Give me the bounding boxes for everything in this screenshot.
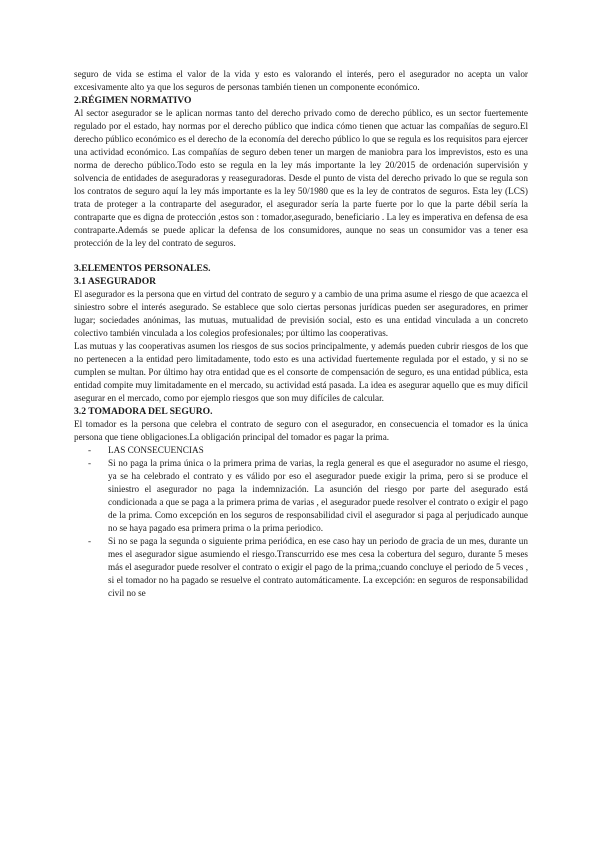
elementos-heading: 3.ELEMENTOS PERSONALES. [74, 263, 211, 274]
document-page [74, 68, 528, 600]
regimen-paragraph: Al sector asegurador se le aplican normas tanto del derecho privado como de derecho público, es un sector fuertemente regulado por el estado, hay normas por el derecho público que indica cómo tienen que actuar las compañías de seguro.El derecho público económico es el derecho de la economía del derecho público lo que se regula es los requisitos para ejercer una actividad económico. Las compañías de seguro deben tener un margen de maniobra para los imprevistos, esto es una norma de derecho público.Todo esto se regula en la ley más importante la ley 20/2015 de ordenación supervisión y solvencia de entidades de aseguradoras y reaseguradoras. Desde el punto de vista del derecho privado lo que se regula son los contratos de seguro aquí la ley más importante es la ley 50/1980 que es la ley de contratos de seguros. Esta ley (LCS) trata de proteger a la contraparte del asegurador, el asegurador sería la parte fuerte por lo que la parte débil sería la contraparte que es digna de protección ,estos son : tomador,asegurado, beneficiario . La ley es imperativa en defensa de esa contraparte.Además se puede aplicar la defensa de los consumidores, aunque no seas un consumidor vas a tener esa protección de la ley del contrato de seguros. [74, 108, 528, 248]
asegurador-paragraph-1: El asegurador es la persona que en virtud del contrato de seguro y a cambio de una prima asume el riesgo de que acaezca el siniestro sobre el interés asegurado. Se establece que solo ciertas personas jurídicas pueden ser aseguradores, en primer lugar; sociedades anónimas, las mutuas, mutualidad de previsión social, esto es una entidad vinculada a un concreto colectivo también vinculada a los colegios profesionales; por último las cooperativas. [74, 289, 528, 338]
list-item-text: Si no paga la prima única o la primera prima de varias, la regla general es que el asegurador no asume el riesgo, ya se ha celebrado el contrato y es válido por eso el asegurador puede exigir la prima, pero si se produce el siniestro el asegurador no paga la indemnización. La asunción del riesgo por parte del asegurado está condicionada a que se paga a la primera prima de varias , el asegurador puede resolver el contrato o exigir el pago de la prima. Como excepción en los seguros de responsabilidad civil el asegurador si paga al perjudicado aunque no se haya pagado esa primera prima o la prima periodico. [108, 458, 528, 533]
section-gap [74, 250, 528, 262]
consecuencias-list [74, 444, 528, 600]
asegurador-paragraph-2: Las mutuas y las cooperativas asumen los riesgos de sus socios principalmente, y además pueden cubrir riesgos de los que no pertenecen a la entidad pero limitadamente, todo esto es una actividad fuertemente regulada por el estado, y si no se cumplen se multan. Por último hay otra entidad que es el consorte de compensación de seguro, es una entidad pública, esta entidad compite muy limitadamente en el mercado, su actividad está pasada. La idea es asegurar aquello que es muy difícil asegurar en el mercado, como por ejemplo riesgos que son muy difíciles de calcular. [74, 341, 528, 403]
asegurador-heading: 3.1 ASEGURADOR [74, 276, 157, 287]
list-item [74, 535, 528, 600]
regimen-heading: 2.RÉGIMEN NORMATIVO [74, 95, 192, 106]
list-dash: - [88, 445, 92, 455]
tomadora-heading: 3.2 TOMADORA DEL SEGURO. [74, 406, 213, 417]
list-dash: - [88, 458, 92, 468]
intro-paragraph: seguro de vida se estima el valor de la vida y esto es valorando el interés, pero el asegurador no acepta un valor excesivamente alto ya que los seguros de personas también tienen un componente económico. [74, 69, 528, 92]
tomadora-paragraph: El tomador es la persona que celebra el contrato de seguro con el asegurador, en consecuencia el tomador es la única persona que tiene obligaciones.La obligación principal del tomador es pagar la prima. [74, 419, 528, 442]
list-dash: - [88, 536, 92, 546]
list-item-text: Si no se paga la segunda o siguiente prima periódica, en ese caso hay un periodo de gracia de un mes, durante un mes el asegurador sigue asumiendo el riesgo.Transcurrido ese mes cesa la cobertura del seguro, durante 5 meses más el asegurador puede resolver el contrato o exigir el pago de la prima,;cuando concluye el periodo de 5 veces , si el tomador no ha pagado se resuelve el contrato automáticamente. La excepción: en seguros de responsabilidad civil no se [108, 536, 528, 598]
list-item-text: LAS CONSECUENCIAS [108, 445, 204, 455]
list-item [74, 457, 528, 535]
list-item [74, 444, 528, 457]
